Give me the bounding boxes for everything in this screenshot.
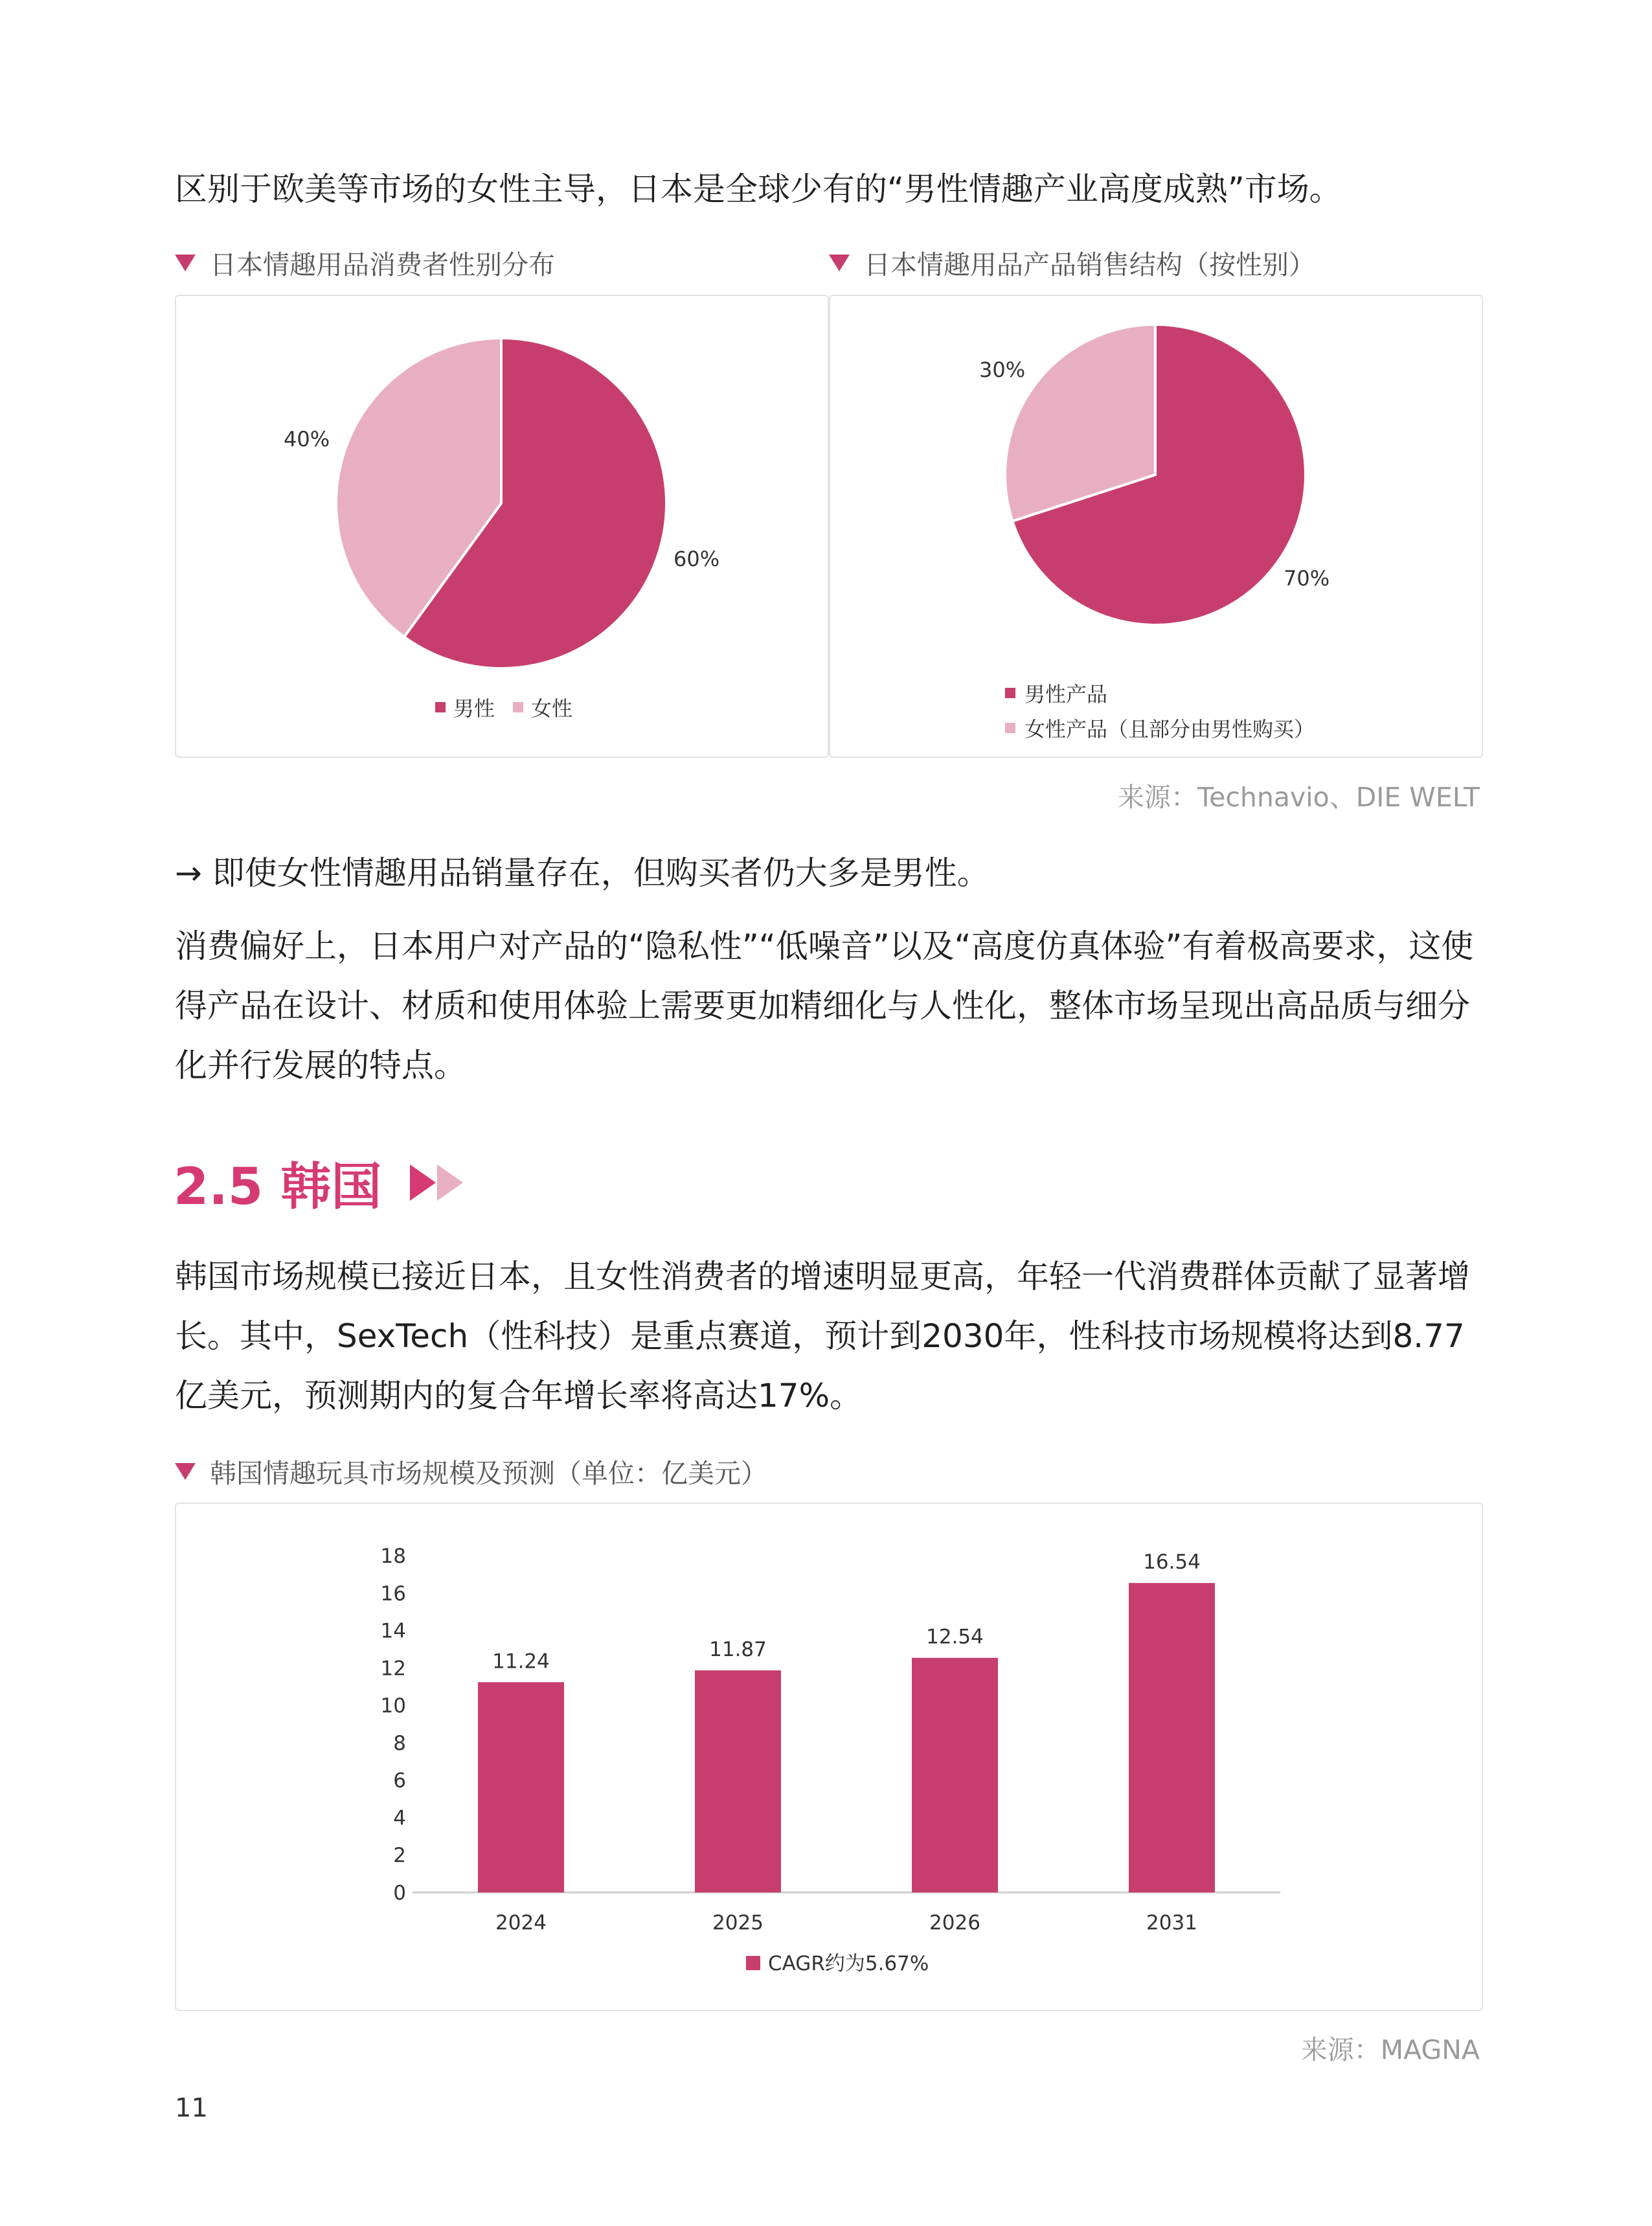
product-chart-title bbox=[829, 244, 1315, 282]
y-tick-label: 18 bbox=[380, 1545, 406, 1568]
pie-label-female-products: 30% bbox=[979, 358, 1026, 382]
korea-paragraph: 韩国市场规模已接近日本，且女性消费者的增速明显更高，年轻一代消费群体贡献了显著增长。其中，SexTech（性科技）是重点赛道，预计到2030年，性科技市场规模将达到8.77亿美元，预测期内的复合年增长率将高达17%。 bbox=[175, 1258, 1470, 1414]
legend-item-male bbox=[435, 692, 495, 722]
y-tick-label: 4 bbox=[393, 1806, 406, 1830]
page-number: 11 bbox=[175, 2093, 208, 2123]
x-tick-label: 2025 bbox=[712, 1911, 764, 1935]
intro-paragraph: 区别于欧美等市场的女性主导，日本是全球少有的“男性情趣产业高度成熟”市场。 bbox=[175, 170, 1342, 208]
section-heading bbox=[174, 1146, 463, 1219]
triangle-down-icon bbox=[829, 255, 850, 271]
x-tick-label: 2031 bbox=[1146, 1911, 1197, 1935]
gender-pie-panel bbox=[175, 295, 829, 758]
gender-chart-title bbox=[175, 244, 555, 282]
legend-item-female-products bbox=[1005, 713, 1315, 743]
product-pie-chart bbox=[830, 296, 1482, 756]
bar-chart-title bbox=[175, 1452, 767, 1490]
bar-value-label: 16.54 bbox=[1143, 1550, 1201, 1574]
play-icon bbox=[437, 1164, 463, 1201]
product-pie-panel bbox=[829, 295, 1483, 758]
y-tick-label: 2 bbox=[393, 1844, 406, 1868]
preference-paragraph: 消费偏好上，日本用户对产品的“隐私性”“低噪音”以及“高度仿真体验”有着极高要求，这使得产品在设计、材质和使用体验上需要更加精细化与人性化，整体市场呈现出高品质与细分化并行发展的特点。 bbox=[175, 927, 1474, 1084]
play-icon bbox=[410, 1164, 436, 1201]
bar-value-label: 12.54 bbox=[926, 1625, 984, 1649]
triangle-down-icon bbox=[175, 1463, 196, 1480]
legend-swatch-male bbox=[435, 702, 446, 712]
x-tick-label: 2024 bbox=[495, 1911, 547, 1935]
bar-2026 bbox=[912, 1658, 998, 1892]
bar-chart-panel bbox=[175, 1503, 1483, 2011]
bar-chart-title-text: 韩国情趣玩具市场规模及预测（单位：亿美元） bbox=[210, 1458, 767, 1489]
legend-swatch-female-products bbox=[1005, 723, 1015, 733]
triangle-down-icon bbox=[175, 255, 196, 271]
y-tick-label: 14 bbox=[380, 1619, 406, 1643]
bar-2024 bbox=[478, 1682, 564, 1892]
source-korea: 来源：MAGNA bbox=[1300, 2034, 1480, 2065]
pie-label-female: 40% bbox=[284, 427, 330, 451]
gender-pie-chart bbox=[176, 296, 828, 756]
legend-label-cagr: CAGR约为5.67% bbox=[768, 1952, 929, 1975]
legend-label-female: 女性 bbox=[531, 696, 573, 721]
legend-item-female bbox=[513, 692, 572, 722]
legend-label-female-products: 女性产品（且部分由男性购买） bbox=[1024, 717, 1315, 742]
legend-swatch-female bbox=[513, 702, 523, 712]
legend-label-male: 男性 bbox=[453, 696, 495, 721]
market-size-bar-chart bbox=[176, 1504, 1482, 2010]
arrow-note: → 即使女性情趣用品销量存在，但购买者仍大多是男性。 bbox=[175, 854, 990, 892]
bar-value-label: 11.87 bbox=[709, 1638, 767, 1662]
legend-swatch-male-products bbox=[1005, 688, 1015, 698]
pie-label-male-products: 70% bbox=[1284, 566, 1330, 591]
y-tick-label: 6 bbox=[393, 1769, 406, 1793]
y-tick-label: 8 bbox=[393, 1731, 406, 1755]
legend-swatch-cagr bbox=[746, 1956, 760, 1970]
bar-value-label: 11.24 bbox=[492, 1650, 550, 1674]
x-tick-label: 2026 bbox=[929, 1911, 980, 1935]
double-play-icon bbox=[410, 1164, 463, 1201]
gender-legend bbox=[435, 692, 572, 722]
source-japan: 来源：Technavio、DIE WELT bbox=[1118, 782, 1480, 813]
legend-label-male-products: 男性产品 bbox=[1024, 682, 1108, 707]
y-tick-label: 10 bbox=[380, 1694, 406, 1718]
y-tick-label: 12 bbox=[380, 1657, 406, 1681]
pie-label-male: 60% bbox=[673, 547, 720, 571]
bar-2031 bbox=[1129, 1583, 1215, 1892]
legend-item-male-products bbox=[1005, 678, 1107, 708]
y-tick-label: 0 bbox=[393, 1881, 406, 1905]
section-heading-text: 2.5 韩国 bbox=[174, 1158, 382, 1216]
y-tick-label: 16 bbox=[380, 1582, 406, 1606]
bar-2025 bbox=[695, 1670, 781, 1892]
gender-chart-title-text: 日本情趣用品消费者性别分布 bbox=[210, 249, 555, 280]
product-chart-title-text: 日本情趣用品产品销售结构（按性别） bbox=[864, 249, 1315, 280]
